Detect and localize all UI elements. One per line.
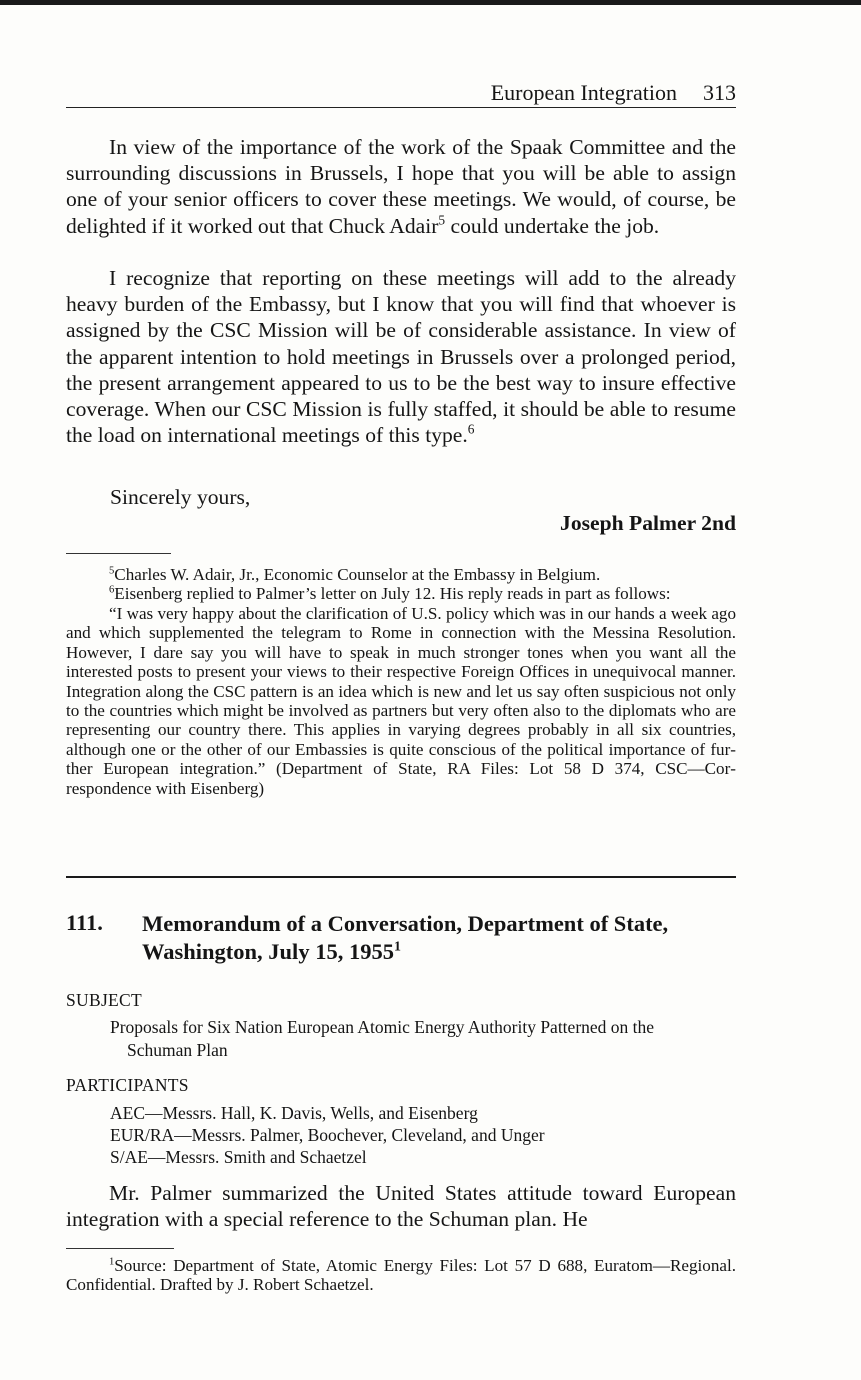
footnote-6-marker: 6 — [109, 584, 115, 596]
footnote-1-marker: 1 — [109, 1256, 115, 1268]
section-divider — [66, 876, 736, 878]
subject-line-2: Schuman Plan — [127, 1040, 228, 1060]
subject-text — [110, 1016, 736, 1062]
footnote-5 — [66, 565, 736, 584]
running-head — [66, 79, 736, 108]
subject-label: SUBJECT — [66, 990, 143, 1010]
footnote-5-text: Charles W. Adair, Jr., Economic Counselor at the Embassy in Belgium. — [114, 565, 601, 584]
footnote-5-marker: 5 — [109, 565, 115, 577]
running-head-title: European Integration — [490, 80, 677, 105]
participant-s-ae: S/AE—Messrs. Smith and Schaetzel — [110, 1147, 367, 1167]
document-title — [142, 910, 732, 966]
closing: Sincerely yours, — [110, 485, 251, 509]
document-title-line-1: Memorandum of a Conversation, Department of State, — [142, 911, 669, 936]
subject-line-1: Proposals for Six Nation European Atomic Energy Authority Patterned on the — [110, 1017, 655, 1037]
footnote-6-text: Eisenberg replied to Palmer’s letter on July 12. His reply reads in part as follows: — [114, 584, 671, 603]
footnote-ref-6: 6 — [467, 421, 475, 437]
footnote-6 — [66, 584, 736, 603]
body-paragraph-1-text: In view of the importance of the work of the Spaak Committee and the surrounding discussions in Brussels, I hope that you will be able to assign one of your senior officers to cover these meetings. We would, of course, be delighted if it worked out that Chuck Adair — [66, 135, 736, 238]
body-paragraph-2 — [66, 265, 736, 448]
body-paragraph-1-tail: could undertake the job. — [445, 213, 660, 238]
footnote-divider-bottom — [66, 1248, 174, 1249]
footnote-6-quote: “I was very happy about the clarification of U.S. policy which was in our hands a week ago and which supplemented the telegram to Rome in connection with the Messina Resolution. However, I dare say you will have to speak in much stronger tones when you want all the interested posts to present your views to their respective Foreign Offices in unequivocal manner. Integration along the CSC pattern is an idea which is new and let us say often suspicious not only to the countries which might be involved as partners but very often also to the diplomats who are representing our country there. This applies in varying degrees probably in all six countries, although one or the other of our Embassies is quite conscious of the political importance of further European integration.” (Department of State, RA Files: Lot 58 D 374, CSC—Correspondence with Eisenberg) — [66, 604, 736, 798]
participant-aec: AEC—Messrs. Hall, K. Davis, Wells, and Eisenberg — [110, 1103, 478, 1123]
body-paragraph-1 — [66, 134, 736, 239]
footnote-ref-1: 1 — [393, 939, 401, 955]
participant-eur-ra: EUR/RA—Messrs. Palmer, Boochever, Cleveland, and Unger — [110, 1125, 545, 1145]
footnote-1 — [66, 1256, 736, 1295]
body-paragraph-2-text: I recognize that reporting on these meetings will add to the already heavy burden of the Embassy, but I know that you will find that whoever is assigned by the CSC Mission will be of considerable assistance. In view of the apparent intention to hold meetings in Brussels over a prolonged period, the present arrangement appeared to us to be the best way to insure effective coverage. When our CSC Mission is fully staffed, it should be able to resume the load on international meetings of this type. — [66, 266, 736, 448]
footnote-ref-5: 5 — [438, 212, 446, 228]
footnote-divider — [66, 553, 171, 554]
document-number: 111. — [66, 910, 103, 935]
page-number: 313 — [703, 80, 736, 105]
page-top-edge — [0, 0, 861, 5]
footnote-1-text: Source: Department of State, Atomic Energy Files: Lot 57 D 688, Euratom—Regional. Confidential. Drafted by J. Robert Schaetzel. — [66, 1256, 736, 1295]
participants-label: PARTICIPANTS — [66, 1075, 189, 1095]
signature: Joseph Palmer 2nd — [560, 511, 736, 535]
document-title-line-2: Washington, July 15, 1955 — [142, 939, 394, 964]
memo-opening-paragraph: Mr. Palmer summarized the United States attitude toward European integration with a special reference to the Schuman plan. He — [66, 1181, 736, 1232]
